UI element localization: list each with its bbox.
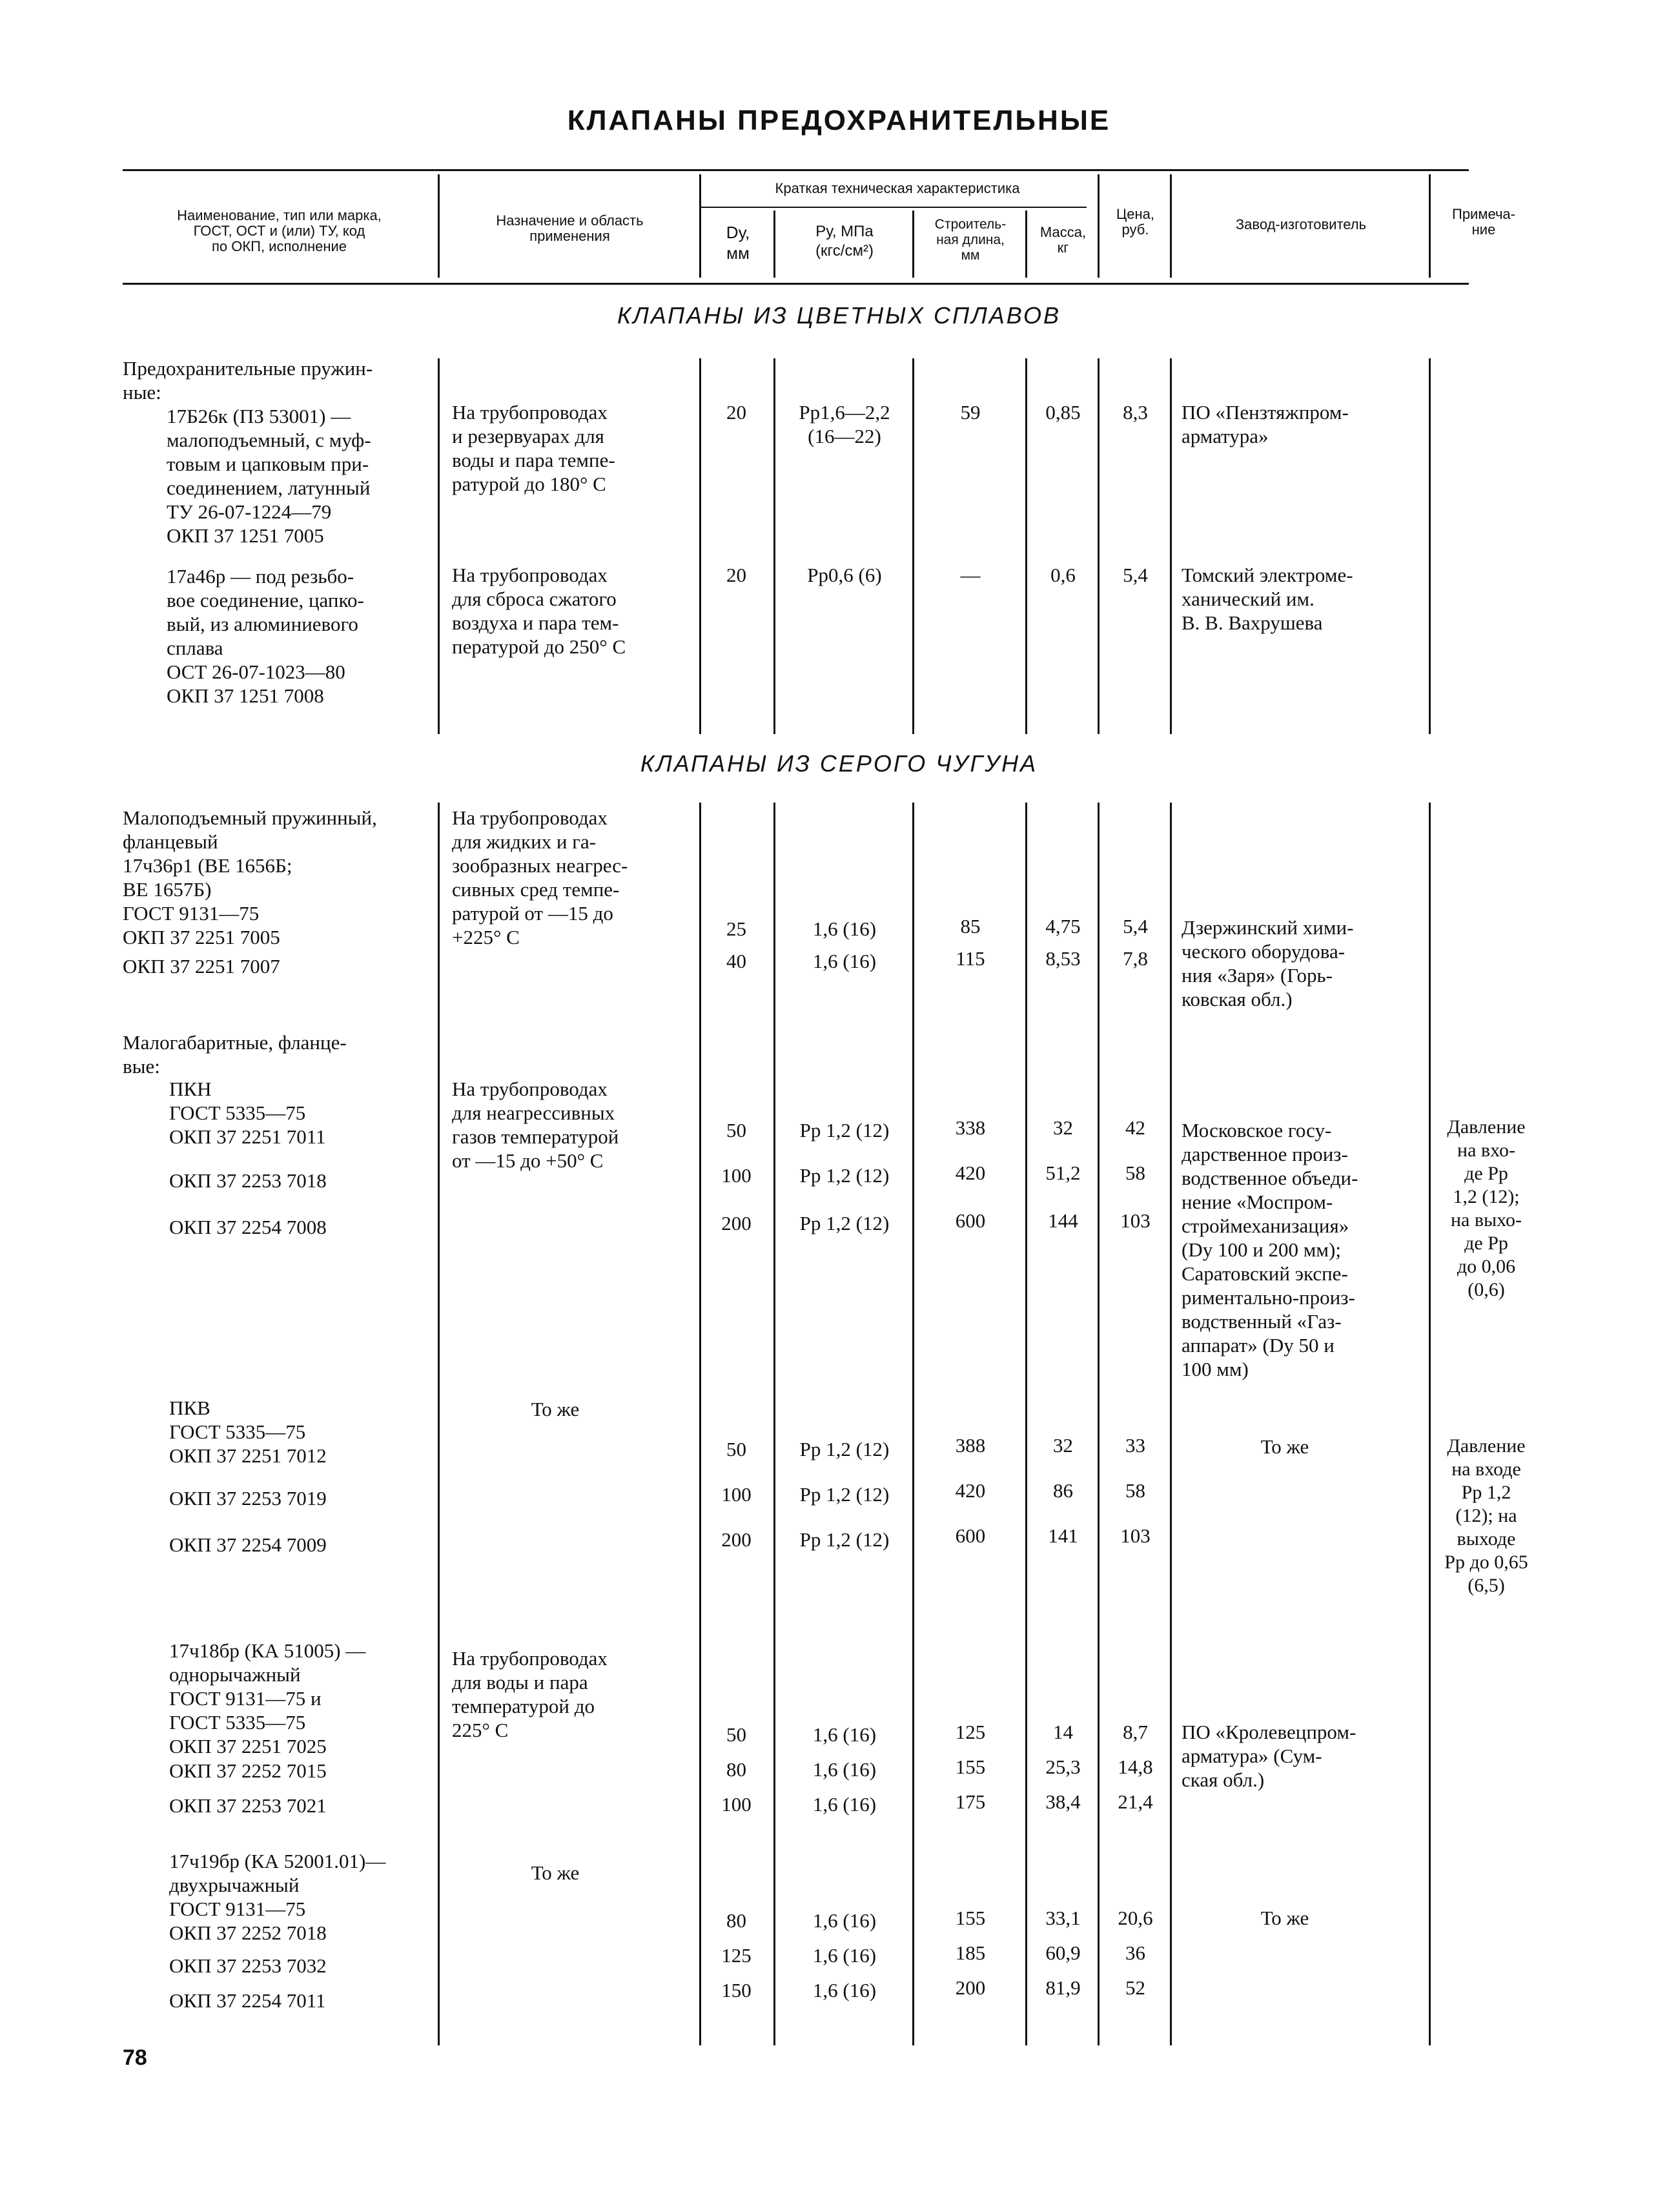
section-gray-iron: КЛАПАНЫ ИЗ СЕРОГО ЧУГУНА xyxy=(640,750,1038,777)
r2-price: 5,4 xyxy=(1123,564,1148,586)
r7-length3: 200 xyxy=(955,1976,986,1999)
body2-sep-1 xyxy=(438,803,440,2045)
r6-price: 8,7 xyxy=(1123,1721,1148,1743)
r5-py: Pр 1,2 (12) xyxy=(799,1438,890,1460)
body2-sep-4 xyxy=(912,803,914,2045)
r6-purpose: На трубопроводах для воды и пара температурой до 225° С xyxy=(452,1647,608,1741)
r4-maker: Московское госу- дарственное произ- водственное объеди- нение «Моспром- строймеханизация» (Dу 100 и 200 мм); Саратовский экспе- риментально-произ- водственный «Газ- аппарат» (Dу 50 и 100 мм) xyxy=(1182,1119,1358,1380)
header-name: Наименование, тип или марка, ГОСТ, ОСТ и (или) ТУ, код по ОКП, исполнение xyxy=(177,207,382,254)
r3-length2: 115 xyxy=(956,947,985,970)
r4-dy: 50 xyxy=(726,1119,746,1142)
r1-length: 59 xyxy=(960,401,981,424)
body1-sep-1 xyxy=(438,358,440,734)
r4-note: Давление на вхо- де Pр 1,2 (12); на выхо- де Pр до 0,06 (0,6) xyxy=(1447,1116,1526,1300)
r5-price: 33 xyxy=(1125,1434,1145,1457)
r6-length: 125 xyxy=(955,1721,986,1743)
r4-py: Pр 1,2 (12) xyxy=(799,1119,890,1142)
r6-price2: 14,8 xyxy=(1118,1756,1153,1778)
r7-py: 1,6 (16) xyxy=(812,1909,877,1932)
r7-dy3: 150 xyxy=(721,1979,752,2002)
r7-maker: То же xyxy=(1260,1907,1309,1929)
r6-price3: 21,4 xyxy=(1118,1790,1153,1813)
header-sep-7 xyxy=(1170,174,1172,278)
r5-sub: ПКВ ГОСТ 5335—75 ОКП 37 2251 7012 xyxy=(169,1397,327,1467)
r1-dy: 20 xyxy=(726,401,746,424)
r3-py2: 1,6 (16) xyxy=(812,950,877,972)
r1-name: Предохранительные пружин- ные: xyxy=(123,357,373,404)
r4-sub3: ОКП 37 2254 7008 xyxy=(169,1216,327,1238)
r3-mass2: 8,53 xyxy=(1045,947,1081,970)
body2-sep-7 xyxy=(1170,803,1172,2045)
r3-length: 85 xyxy=(960,915,981,937)
header-sep-8 xyxy=(1429,174,1431,278)
r7-sub3: ОКП 37 2254 7011 xyxy=(169,1989,326,2012)
r4-mass: 32 xyxy=(1053,1116,1073,1139)
r3-price: 5,4 xyxy=(1123,915,1148,937)
r7-price2: 36 xyxy=(1125,1941,1145,1964)
body2-sep-6 xyxy=(1098,803,1100,2045)
r6-mass2: 25,3 xyxy=(1045,1756,1081,1778)
r1-purpose: На трубопроводах и резервуарах для воды и пара темпе- ратурой до 180° С xyxy=(452,401,615,495)
header-purpose: Назначение и область применения xyxy=(496,212,644,244)
r1-py: Pр1,6—2,2 (16—22) xyxy=(799,401,890,447)
r4-py3: Pр 1,2 (12) xyxy=(799,1212,890,1234)
r5-price2: 58 xyxy=(1125,1479,1145,1502)
r6-maker: ПО «Кролевецпром- арматура» (Сум- ская обл.) xyxy=(1182,1721,1356,1791)
r4-price2: 58 xyxy=(1125,1162,1145,1184)
r3-mass: 4,75 xyxy=(1045,915,1081,937)
r7-price3: 52 xyxy=(1125,1976,1145,1999)
r5-mass2: 86 xyxy=(1053,1479,1073,1502)
header-tech-group: Краткая техническая характеристика xyxy=(775,180,1020,196)
r7-dy2: 125 xyxy=(721,1944,752,1967)
header-sep-4 xyxy=(912,210,914,278)
r4-sub: ПКН ГОСТ 5335—75 ОКП 37 2251 7011 xyxy=(169,1078,326,1148)
r5-sub2: ОКП 37 2253 7019 xyxy=(169,1487,327,1510)
r7-mass2: 60,9 xyxy=(1045,1941,1081,1964)
r5-purpose: То же xyxy=(531,1398,580,1420)
r4-dy2: 100 xyxy=(721,1164,752,1187)
r1-mass: 0,85 xyxy=(1045,401,1081,424)
r5-py2: Pр 1,2 (12) xyxy=(799,1483,890,1506)
r7-py2: 1,6 (16) xyxy=(812,1944,877,1967)
r5-mass: 32 xyxy=(1053,1434,1073,1457)
r2-name: 17а46р — под резьбо- вое соединение, цапко- вый, из алюминиевого сплава ОСТ 26-07-1023—80 ОКП 37 1251 7008 xyxy=(167,565,364,707)
header-maker: Завод-изготовитель xyxy=(1235,216,1367,232)
r4-length: 338 xyxy=(955,1116,986,1139)
r3-py: 1,6 (16) xyxy=(812,917,877,940)
body1-sep-5 xyxy=(1025,358,1027,734)
r2-purpose: На трубопроводах для сброса сжатого воздуха и пара тем- пературой до 250° С xyxy=(452,564,626,658)
r5-maker: То же xyxy=(1260,1435,1309,1458)
r3-price2: 7,8 xyxy=(1123,947,1148,970)
r6-sub: 17ч18бр (КА 51005) — однорычажный ГОСТ 9131—75 и ГОСТ 5335—75 ОКП 37 2251 7025 xyxy=(169,1639,366,1757)
r3-maker: Дзержинский хими- ческого оборудова- ния «Заря» (Горь- ковская обл.) xyxy=(1182,916,1354,1010)
r6-py: 1,6 (16) xyxy=(812,1723,877,1746)
header-length: Строитель- ная длина, мм xyxy=(934,217,1007,263)
header-top-rule xyxy=(123,169,1469,171)
r5-dy: 50 xyxy=(726,1438,746,1460)
r6-py2: 1,6 (16) xyxy=(812,1758,877,1781)
header-sep-5 xyxy=(1025,210,1027,278)
r6-length2: 155 xyxy=(955,1756,986,1778)
r4-mass3: 144 xyxy=(1048,1209,1078,1232)
r3-dy2: 40 xyxy=(726,950,746,972)
r6-mass: 14 xyxy=(1053,1721,1073,1743)
r5-py3: Pр 1,2 (12) xyxy=(799,1528,890,1551)
r5-dy3: 200 xyxy=(721,1528,752,1551)
body1-sep-4 xyxy=(912,358,914,734)
r6-dy: 50 xyxy=(726,1723,746,1746)
r1-price: 8,3 xyxy=(1123,401,1148,424)
r4-sub2: ОКП 37 2253 7018 xyxy=(169,1169,327,1192)
r7-purpose: То же xyxy=(531,1861,580,1884)
header-sep-1 xyxy=(438,174,440,278)
page-title: КЛАПАНЫ ПРЕДОХРАНИТЕЛЬНЫЕ xyxy=(567,105,1111,136)
r4-purpose: На трубопроводах для неагрессивных газов температурой от —15 до +50° С xyxy=(452,1078,619,1172)
r7-sub: 17ч19бр (КА 52001.01)— двухрычажный ГОСТ 9131—75 ОКП 37 2252 7018 xyxy=(169,1850,386,1944)
r5-dy2: 100 xyxy=(721,1483,752,1506)
r3-purpose: На трубопроводах для жидких и га- зообразных неагрес- сивных сред темпе- ратурой от —15 до +225° С xyxy=(452,806,628,948)
header-sep-2 xyxy=(699,174,701,278)
r6-sub2: ОКП 37 2252 7015 xyxy=(169,1759,327,1782)
header-mass: Масса, кг xyxy=(1039,224,1087,256)
r5-price3: 103 xyxy=(1120,1524,1151,1547)
r6-py3: 1,6 (16) xyxy=(812,1793,877,1816)
body1-sep-6 xyxy=(1098,358,1100,734)
r2-dy: 20 xyxy=(726,564,746,586)
r4-name: Малогабаритные, фланце- вые: xyxy=(123,1031,347,1078)
r6-sub3: ОКП 37 2253 7021 xyxy=(169,1794,327,1817)
r5-length3: 600 xyxy=(955,1524,986,1547)
r7-length: 155 xyxy=(955,1907,986,1929)
header-price: Цена, руб. xyxy=(1116,206,1154,238)
r3-name: Малоподъемный пружинный, фланцевый 17ч36р1 (ВЕ 1656Б; ВЕ 1657Б) ГОСТ 9131—75 ОКП 37 2251 7005 xyxy=(123,806,377,948)
body2-sep-2 xyxy=(699,803,701,2045)
r6-mass3: 38,4 xyxy=(1045,1790,1081,1813)
header-sep-6 xyxy=(1098,174,1100,278)
r7-py3: 1,6 (16) xyxy=(812,1979,877,2002)
section-nonferrous: КЛАПАНЫ ИЗ ЦВЕТНЫХ СПЛАВОВ xyxy=(617,302,1061,329)
r6-length3: 175 xyxy=(955,1790,986,1813)
r7-price: 20,6 xyxy=(1118,1907,1153,1929)
r2-mass: 0,6 xyxy=(1050,564,1076,586)
r1-sub: 17Б26к (ПЗ 53001) — малоподъемный, с муф- товым и цапковым при- соединением, латунный ТУ 26-07-1224—79 ОКП 37 1251 7005 xyxy=(167,405,371,547)
page-number: 78 xyxy=(123,2045,147,2070)
header-py: Pу, МПа (кгс/см²) xyxy=(815,223,874,260)
r2-py: Pр0,6 (6) xyxy=(807,564,882,586)
r7-mass: 33,1 xyxy=(1045,1907,1081,1929)
body1-sep-2 xyxy=(699,358,701,734)
r5-mass3: 141 xyxy=(1048,1524,1078,1547)
r5-length2: 420 xyxy=(955,1479,986,1502)
r4-length3: 600 xyxy=(955,1209,986,1232)
r5-length: 388 xyxy=(955,1434,986,1457)
body2-sep-8 xyxy=(1429,803,1431,2045)
r7-length2: 185 xyxy=(955,1941,986,1964)
r4-py2: Pр 1,2 (12) xyxy=(799,1164,890,1187)
r2-length: — xyxy=(960,564,981,586)
r1-maker: ПО «Пензтяжпром- арматура» xyxy=(1182,401,1349,447)
r4-mass2: 51,2 xyxy=(1045,1162,1081,1184)
r7-mass3: 81,9 xyxy=(1045,1976,1081,1999)
r5-note: Давление на входе Pр 1,2 (12); на выходе Pр до 0,65 (6,5) xyxy=(1444,1435,1528,1596)
header-dy: Dу, мм xyxy=(726,223,750,263)
body2-sep-5 xyxy=(1025,803,1027,2045)
header-note: Примеча- ние xyxy=(1452,206,1515,238)
tech-group-rule xyxy=(699,207,1087,208)
r7-dy: 80 xyxy=(726,1909,746,1932)
r7-sub2: ОКП 37 2253 7032 xyxy=(169,1954,327,1977)
r5-sub3: ОКП 37 2254 7009 xyxy=(169,1533,327,1556)
r6-dy3: 100 xyxy=(721,1793,752,1816)
r3-name2: ОКП 37 2251 7007 xyxy=(123,955,280,978)
header-bottom-rule xyxy=(123,283,1469,285)
r6-dy2: 80 xyxy=(726,1758,746,1781)
r4-price3: 103 xyxy=(1120,1209,1151,1232)
r2-maker: Томский электроме- ханический им. В. В. Вахрушева xyxy=(1182,564,1353,634)
body1-sep-8 xyxy=(1429,358,1431,734)
body1-sep-7 xyxy=(1170,358,1172,734)
r4-length2: 420 xyxy=(955,1162,986,1184)
r3-dy: 25 xyxy=(726,917,746,940)
r4-price: 42 xyxy=(1125,1116,1145,1139)
r4-dy3: 200 xyxy=(721,1212,752,1234)
body2-sep-3 xyxy=(773,803,775,2045)
body1-sep-3 xyxy=(773,358,775,734)
header-sep-3 xyxy=(773,210,775,278)
